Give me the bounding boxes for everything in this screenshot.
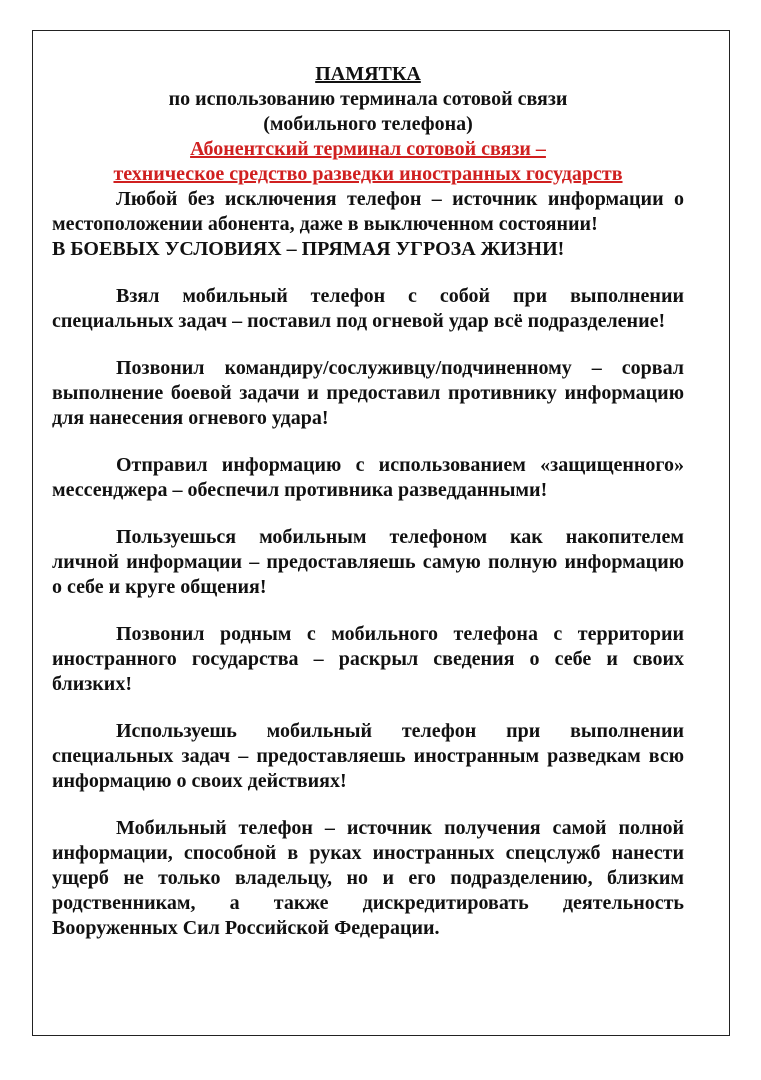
danger-statement: В БОЕВЫХ УСЛОВИЯХ – ПРЯМАЯ УГРОЗА ЖИЗНИ!: [52, 238, 565, 260]
paragraph-5: Позвонил родным с мобильного телефона с территории иностранного государства – раскрыл сведения о себе и своих близких!: [52, 623, 684, 695]
spacer: [52, 794, 684, 816]
paragraph-2: Позвонил командиру/сослуживцу/подчиненному – сорвал выполнение боевой задачи и предоставил противнику информацию для нанесения огневого удара!: [52, 357, 684, 429]
spacer: [52, 431, 684, 453]
warning-heading-line-1: Абонентский терминал сотовой связи –: [190, 138, 546, 160]
spacer: [52, 262, 684, 284]
intro-paragraph: Любой без исключения телефон – источник информации о местоположении абонента, даже в выключенном состоянии!: [52, 188, 684, 235]
paragraph-6: Используешь мобильный телефон при выполнении специальных задач – предоставляешь иностранным разведкам всю информацию о своих действиях!: [52, 720, 684, 792]
spacer: [52, 600, 684, 622]
paragraph-4: Пользуешься мобильным телефоном как накопителем личной информации – предоставляешь самую полную информацию о себе и круге общения!: [52, 526, 684, 598]
memo-title: ПАМЯТКА: [315, 63, 421, 85]
spacer: [52, 697, 684, 719]
memo-subtitle-line-1: по использованию терминала сотовой связи: [168, 88, 568, 110]
spacer: [52, 503, 684, 525]
paragraph-1: Взял мобильный телефон с собой при выполнении специальных задач – поставил под огневой удар всё подразделение!: [52, 285, 684, 332]
warning-heading-line-2: техническое средство разведки иностранных государств: [113, 163, 623, 185]
paragraph-3: Отправил информацию с использованием «защищенного» мессенджера – обеспечил противника разведданными!: [52, 454, 684, 501]
memo-content: [52, 62, 684, 941]
memo-subtitle-line-2: (мобильного телефона): [263, 113, 473, 135]
paragraph-7: Мобильный телефон – источник получения самой полной информации, способной в руках иностранных спецслужб нанести ущерб не только владельцу, но и его подразделению, близким родственникам, а также дискредитировать деятельность Вооруженных Сил Российской Федерации.: [52, 817, 684, 939]
spacer: [52, 334, 684, 356]
